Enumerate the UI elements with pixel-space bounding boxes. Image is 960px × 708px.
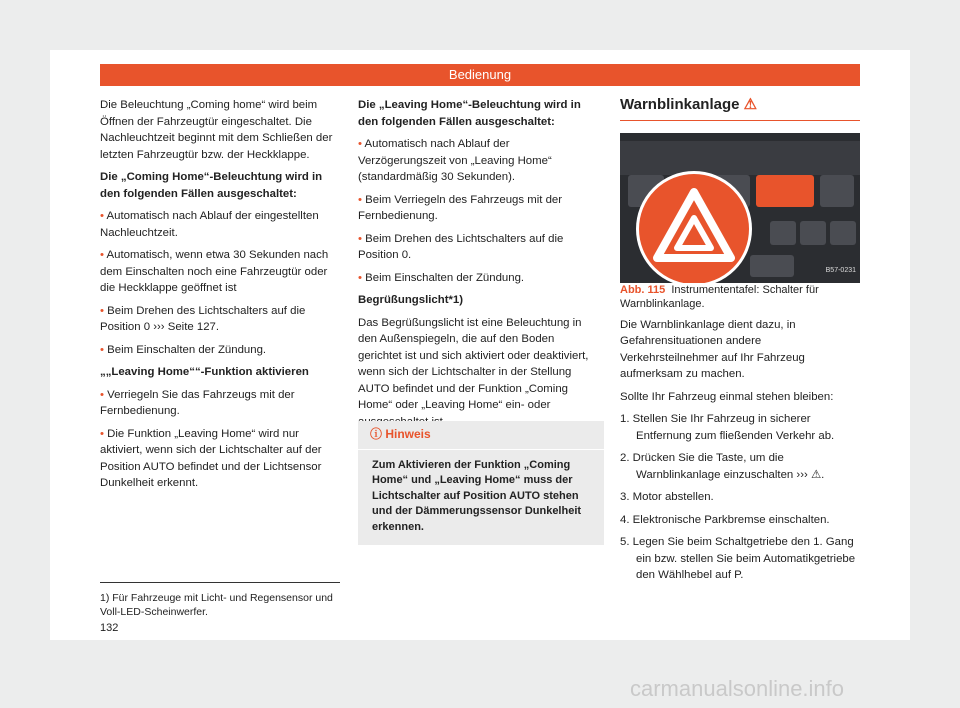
bullet-item: • Beim Einschalten der Zündung. <box>358 271 525 284</box>
hint-box <box>358 421 604 545</box>
hazard-triangle-icon <box>639 174 749 283</box>
bullet-item: • Automatisch nach Ablauf der eingestellten Nachleuchtzeit. <box>100 210 319 239</box>
figure-caption: Abb. 115 Instrumententafel: Schalter für Warnblinkanlage. <box>620 283 819 310</box>
bullet-item: • Beim Einschalten der Zündung. <box>100 343 267 356</box>
paragraph: Sollte Ihr Fahrzeug einmal stehen bleiben: <box>620 390 834 403</box>
section-title: Warnblinkanlage ⚠ <box>620 97 860 121</box>
paragraph: Die Beleuchtung „Coming home“ wird beim Öffnen der Fahrzeugtür eingeschaltet. Die Nachleuchtzeit beginnt mit dem Schließen der letzten Fahrzeugtür bzw. der Heckklappe. <box>100 99 333 161</box>
bullet-item: • Beim Drehen des Lichtschalters auf die Position 0 ››› Seite 127. <box>100 304 306 333</box>
list-item: 3. Motor abstellen. <box>620 491 714 503</box>
subheading: Die „Leaving Home“-Beleuchtung wird in den folgenden Fällen ausgeschaltet: <box>358 99 581 128</box>
list-item: 1. Stellen Sie Ihr Fahrzeug in sicherer Entfernung zum fließenden Verkehr ab. <box>620 413 835 442</box>
footnote: 1) Für Fahrzeuge mit Licht- und Regensensor und Voll-LED-Scheinwerfer. <box>100 582 340 619</box>
paragraph: Die Warnblinkanlage dient dazu, in Gefahrensituationen andere Verkehrsteilnehmer auf Ihr Fahrzeug aufmerksam zu machen. <box>620 318 805 380</box>
column-3 <box>620 97 860 590</box>
watermark: carmanualsonline.info <box>630 676 845 701</box>
bullet-item: • Automatisch nach Ablauf der Verzögerungszeit von „Leaving Home“ (standardmäßig 30 Sekunden). <box>358 138 552 183</box>
subheading: „„Leaving Home““-Funktion aktivieren <box>100 366 309 378</box>
bullet-item: • Verriegeln Sie das Fahrzeugs mit der Fernbedienung. <box>100 388 295 417</box>
column-2 <box>358 97 598 436</box>
list-item: 2. Drücken Sie die Taste, um die Warnblinkanlage einzuschalten ››› ⚠. <box>620 452 825 481</box>
paragraph: Das Begrüßungslicht ist eine Beleuchtung in den Außenspiegeln, die auf den Boden gerichtet ist und sich aktiviert oder deaktiviert, wenn sich der Lichtschalter in der Stellung AUTO befindet und der Funktion „Coming Home“ oder „Leaving Home“ ein- oder <box>358 316 589 411</box>
list-item: 4. Elektronische Parkbremse einschalten. <box>620 513 830 526</box>
info-icon: ⓘ <box>370 427 386 441</box>
section-header: Bedienung <box>100 64 860 86</box>
hint-title: ⓘ Hinweis <box>358 421 604 450</box>
subheading: Begrüßungslicht*1) <box>358 294 464 306</box>
hazard-button <box>756 175 814 207</box>
subheading: Die „Coming Home“-Beleuchtung wird in den folgenden Fällen ausgeschaltet: <box>100 171 323 200</box>
bullet-item: • Die Funktion „Leaving Home“ wird nur aktiviert, wenn sich der Lichtschalter auf der Position AUTO befindet und der Lichtsensor Dunkelheit erkennt. <box>100 427 322 489</box>
steps-list <box>620 411 860 584</box>
page-number: 132 <box>100 622 119 634</box>
bullet-item: • Automatisch, wenn etwa 30 Sekunden nach dem Einschalten noch eine Fahrzeugtür oder die Heckklappe geöffnet ist <box>100 249 329 294</box>
hazard-icon-zoom <box>636 171 752 283</box>
list-item: 5. Legen Sie beim Schaltgetriebe den 1. Gang ein bzw. stellen Sie beim Automatikgetriebe den Wählhebel auf P. <box>620 536 856 581</box>
figure-tag: B57-0231 <box>825 267 856 274</box>
figure-hazard-switch <box>620 133 860 283</box>
bullet-item: • Beim Verriegeln des Fahrzeugs mit der Fernbedienung. <box>358 193 563 222</box>
hint-body: Zum Aktivieren der Funktion „Coming Home“ und „Leaving Home“ muss der Lichtschalter auf Position AUTO stehen und der Dämmerungssensor Dunkelheit erkennen. <box>372 458 582 533</box>
warning-icon: ⚠ <box>743 96 758 113</box>
column-1 <box>100 97 340 498</box>
bullet-item: • Beim Drehen des Lichtschalters auf die Position 0. <box>358 232 564 261</box>
